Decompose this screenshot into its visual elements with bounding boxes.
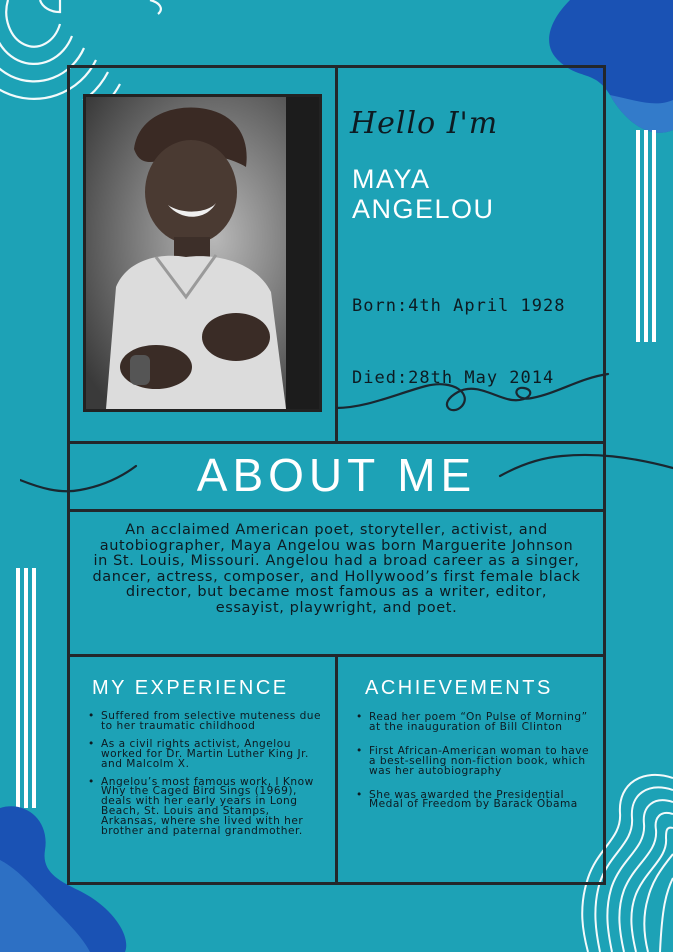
bottom-vertical-divider	[335, 654, 338, 885]
achievement-item: • She was awarded the Presidential Medal of Freedom by Barack Obama	[356, 791, 596, 811]
achievement-item: • First African-American woman to have a best-selling non-fiction book, which was her autobiography	[356, 747, 596, 777]
experience-item: • As a civil rights activist, Angelou worked for Dr. Martin Luther King Jr. and Malcolm X.	[88, 740, 328, 770]
achievement-item: • Read her poem “On Pulse of Morning” at the inauguration of Bill Clinton	[356, 713, 596, 733]
experience-item: • Angelou’s most famous work, I Know Why the Caged Bird Sings (1969), deals with her early years in Long Beach, St. Louis and Stamps, Arkansas, where she lived with her brother and paternal grandmother.	[88, 778, 328, 837]
person-name-line-2: ANGELOU	[352, 194, 495, 224]
experience-list	[88, 712, 328, 837]
person-name	[352, 164, 592, 224]
portrait-photo	[83, 94, 322, 412]
achievements-heading: ACHIEVEMENTS	[365, 677, 553, 699]
divider-above-about-title	[67, 441, 606, 444]
about-me-paragraph: An acclaimed American poet, storyteller, activist, and autobiographer, Maya Angelou was born Marguerite Johnson in St. Louis, Missouri. Angelou had a broad career as a singer, dancer, actress, composer, and Hollywood’s first female black director, but became most famous as a writer, editor, essayist, playwright, and poet.	[92, 522, 581, 616]
divider-below-about-title	[67, 509, 606, 512]
greeting-text: Hello I'm	[350, 106, 499, 141]
right-vertical-lines-decoration	[634, 130, 658, 342]
person-name-line-1: MAYA	[352, 164, 431, 194]
life-dates	[352, 246, 565, 414]
experience-item: • Suffered from selective muteness due to her traumatic childhood	[88, 712, 328, 732]
experience-heading: MY EXPERIENCE	[92, 677, 289, 699]
achievements-list	[356, 713, 596, 810]
born-date: Born:4th April 1928	[352, 296, 566, 316]
about-me-heading: ABOUT ME	[196, 449, 477, 501]
died-date: Died:28th May 2014	[352, 368, 555, 388]
left-vertical-lines-decoration	[14, 568, 38, 808]
